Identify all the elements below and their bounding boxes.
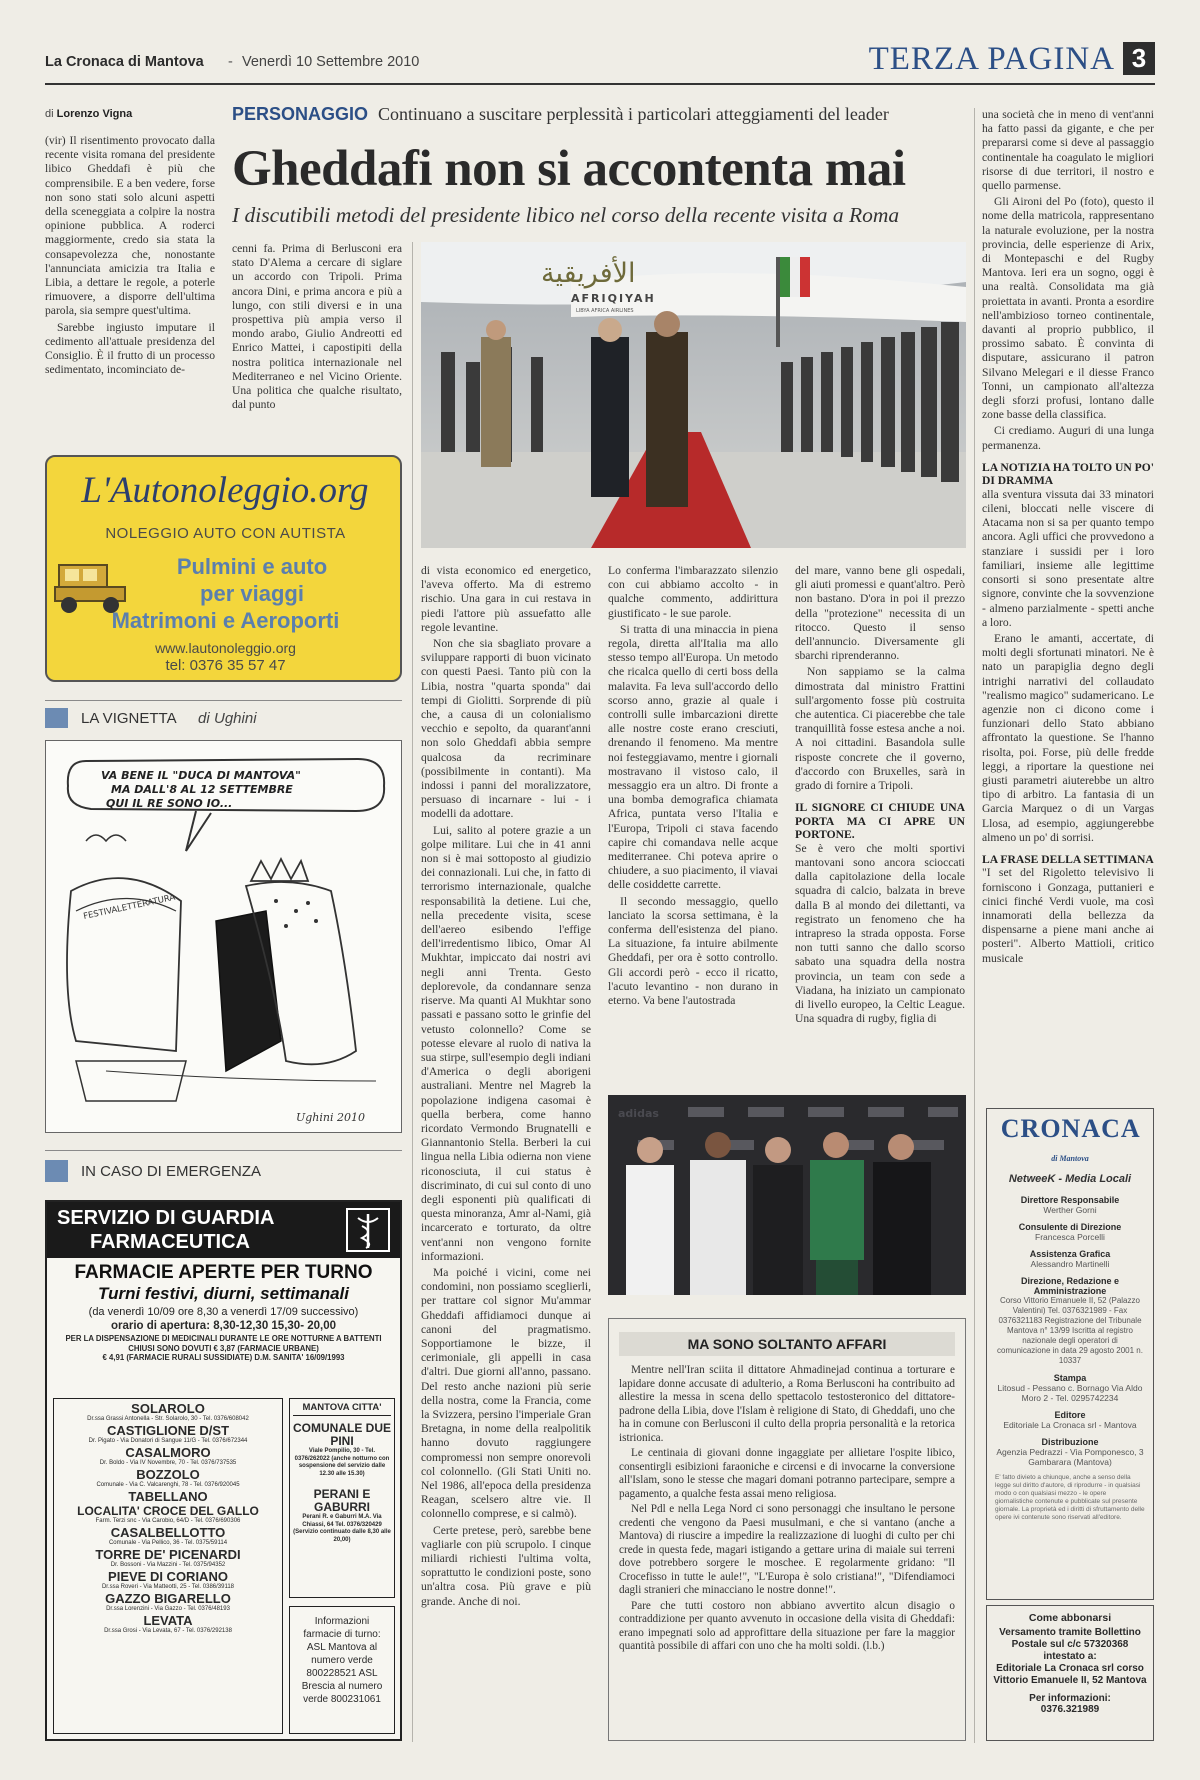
masthead-separator: -	[228, 54, 233, 70]
subscription-phone: 0376.321989	[1040, 1704, 1100, 1715]
article-col2	[232, 242, 402, 430]
colophon-name: Agenzia Pedrazzi - Via Pomponesco, 3 Gambarara (Mantova)	[996, 1447, 1144, 1467]
colophon-entry	[995, 1276, 1145, 1366]
pharmacy-note1: PER LA DISPENSAZIONE DI MEDICINALI DURANTE LE ORE NOTTURNE A BATTENTI CHIUSI SONO DOVUTI € 3,87 (FARMACIE URBANE)	[65, 1334, 382, 1353]
masthead-date: Venerdì 10 Settembre 2010	[242, 54, 420, 70]
town-name: LEVATA	[143, 1613, 193, 1628]
vignetta-author: Ughini	[214, 710, 257, 727]
city-title: MANTOVA CITTA'	[293, 1402, 391, 1416]
column-rule	[974, 108, 975, 1743]
ad-line2: per viaggi	[200, 581, 304, 606]
ad-line3: Matrimoni e Aeroporti	[111, 608, 340, 633]
town-item	[54, 1490, 282, 1504]
page-number: 3	[1123, 42, 1155, 75]
pharmacy-sub3: (da venerdì 10/09 ore 8,30 a venerdì 17/09 successivo)	[88, 1306, 359, 1318]
colophon-entry	[995, 1410, 1145, 1430]
colophon-name: Litosud - Pessano c. Bornago Via Aldo Moro 2 - Tel. 0295742234	[997, 1383, 1143, 1403]
town-name: LOCALITA' CROCE DEL GALLO	[77, 1504, 259, 1518]
article-col4-p1: Lo conferma l'imbarazzato silenzio con cui abbiamo accolto - in qualche commento, addirittura giustificato - le sue parole.	[608, 564, 778, 620]
photo-rugby	[608, 1095, 966, 1295]
article-col5-p2: Non sappiamo se la calma dimostrata dal ministro Frattini sull'argomento fosse più costruita che autentica. Ci piacerebbe che tale tranquillità fosse estesa anche a noi. A noi cittadini. Basandola sulle risposte concrete che il governo, d'accordo con Bruxelles, sarà in grado di fornire a Tripoli.	[795, 665, 965, 793]
sidebar-affari-title: MA SONO SOLTANTO AFFARI	[619, 1332, 955, 1356]
photo-arrival-image	[421, 242, 966, 548]
colophon-role: Assistenza Grafica	[1029, 1249, 1111, 1259]
town-detail: Dr. Pigato - Via Donatori di Sangue 11/G - Tel. 0376/672344	[88, 1438, 248, 1444]
vignetta-rule	[45, 700, 402, 701]
sidebar-affari-p4: Pare che tutti costoro non abbiano avvertito alcun disagio o contraddizione per quanto avvenuto in occasione della visita di Gheddafi: erano impegnati solo ad approfittare della situazione per fare la maggior quantità possibile di affari con uno che ha molti soldi. (l.b.)	[619, 1599, 955, 1652]
bubble-line1: VA BENE IL "DUCA DI MANTOVA"	[101, 769, 301, 782]
town-name: CASALMORO	[125, 1445, 211, 1460]
colophon-role: Direttore Responsabile	[1020, 1195, 1120, 1205]
colophon-brand-text: CRONACA	[1000, 1114, 1140, 1143]
town-item	[54, 1424, 282, 1445]
town-detail: Dr.ssa Lorenzini - Via Gazzo - Tel. 0376/48193	[106, 1606, 230, 1612]
town-name: CASALBELLOTTO	[110, 1525, 226, 1540]
right-column	[982, 108, 1154, 1083]
article-col3-p5: Certe pretese, però, sarebbe bene vagliarle con più scrupolo. I cinque miliardi richiesti l'ultima volta, soprattutto le condizioni poste, sono un'altra cosa. Più grave e più grande. Anche di noi.	[421, 1523, 591, 1608]
town-detail: Dr. Bossoni - Via Mazzini - Tel. 0375/94352	[110, 1562, 226, 1568]
right-col-p6: "I set del Rigoletto televisivo li forniscono i Gonzaga, puttanieri e cinici finché Verdi vuole, ma così innamorati della bellezza da dispensarne a piene mani anche ai posteri". Alberto Mattioli, critico musicale	[982, 866, 1154, 965]
town-name: TORRE DE' PICENARDI	[95, 1547, 241, 1562]
byline-prefix: di	[45, 108, 54, 120]
colophon-role: Direzione, Redazione e Amministrazione	[1020, 1276, 1120, 1296]
subscription-line3: Editoriale La Cronaca srl corso Vittorio Emanuele II, 52 Mantova	[993, 1663, 1147, 1686]
plane-arabic-text: الأفريقية	[541, 258, 636, 289]
article-col2-p1: cenni fa. Prima di Berlusconi era stato D'Alema a cercare di siglare un accordo con Tripoli. Prima ancora Dini, e prima ancora e più a lungo, con stili diversi e in una prospettiva più ampia verso il mondo arabo, Giulio Andreotti ed Enrico Mattei, i capostipiti della nostra politica internazionale nel Mediterraneo e nel Vicino Oriente. Una politica che qualche risultato, dal punto	[232, 242, 402, 412]
vignetta-label: LA VIGNETTA	[81, 710, 177, 727]
article-col3-p1: di vista economico ed energetico, l'aveva offerto. Ma di estremo rischio. Una gara in cui restava in piedi l'attore più assuefatto alle regole levantine.	[421, 564, 591, 634]
right-col-p5: Erano le amanti, accertate, di molti degli sfortunati minatori. Ne è nato un parapiglia degno degli intrighi narrativi del collaudato "realismo magico" sudamericano. Le agenzie non ci dicono come i funzionari dello Stato abbiano affrontato la questione. Se l'hanno risolta, poi. Forse, più delle fredde leggi, a riportare la questione nei giusti parametri aiuterebbe un altro tipo di arbitro. La fantasia di un Garcia Marquez o di un Vargas Llosa, ad esempio, aggiungerebbe almeno un po' di sorrisi.	[982, 631, 1154, 844]
right-col-p4: alla sventura vissuta dai 33 minatori cileni, bloccati nelle viscere di Atacama non si sa per quanto tempo ancora. Agli uffici che provvedono a stanziare i sussidi per i loro familiari, insieme alle legittime consorti si sono presentate altre signore, convinte che la sovvenzione - almeno parzialmente - spetti anche a loro.	[982, 487, 1154, 629]
sidebar-affari-body	[619, 1364, 955, 1654]
vignetta-cartoon	[45, 740, 402, 1133]
photo-rugby-image	[608, 1095, 966, 1295]
colophon-entry	[995, 1222, 1145, 1242]
pharmacy-title-band	[47, 1202, 400, 1258]
ad-autonoleggio[interactable]	[45, 455, 402, 682]
emergenza-rule	[45, 1150, 402, 1151]
article-subheadline: I discutibili metodi del presidente libico nel corso della recente visita a Roma	[232, 203, 900, 227]
article-col1-p1: (vir) Il risentimento provocato dalla recente visita romana del presidente libico Gheddafi è più che comprensibile. E a ben vedere, forse non sono stati solo alcuni aspetti della sceneggiata a colpire la nostra opinione pubblica. A roderci maggiormente, credo sia stata la consapevolezza che, nonostante l'annunciata amicizia tra Italia e Libia, a dettare le regole, a poterle rimuovere, a disporre dell'ultima parola, sia sempre quest'ultima.	[45, 134, 215, 318]
pharmacy-hours: orario di apertura: 8,30-12,30 15,30- 20,00	[110, 1320, 336, 1332]
town-item	[54, 1526, 282, 1547]
subscription-info: Per informazioni:	[1029, 1693, 1111, 1704]
subscription-line1: Versamento tramite Bollettino Postale sul c/c 57320368	[999, 1627, 1141, 1650]
town-detail: Dr. Boldo - Via IV Novembre, 70 - Tel. 0376/737535	[99, 1460, 237, 1466]
town-item	[54, 1614, 282, 1635]
sidebar-affari-p1: Mentre nell'Iran sciita il dittatore Ahmadinejad continua a torturare e lapidare donne accusate di adulterio, a Roma Berlusconi ha contribuito ad allestire la messa in scena dello spettacolo testosteronico del dittatore-padrone della Libia, dove l'Islam è religione di Stato, di Gheddafi, uno che ha in comune con Berlusconi il culto della propria personalità e la retorica istrionica.	[619, 1364, 955, 1444]
byline	[45, 108, 132, 120]
pharmacy-box	[45, 1200, 402, 1741]
town-detail: Comunale - Via C. Valcarenghi, 78 - Tel. 0376/920045	[96, 1482, 240, 1488]
city1-name: COMUNALE DUE PINI	[293, 1421, 391, 1448]
right-col-p3: Ci crediamo. Auguri di una lunga permanenza.	[982, 424, 1154, 452]
article-col4-p3: Il secondo messaggio, quello lanciato la scorsa settimana, è la conferma dell'esistenza del piano. La situazione, fa intuire abilmente Gheddafi, per ora è sotto controllo. Gli accordi però - ecco il ricatto, l'acuto levantino - non durano in eterno. Va bene l'autostrada	[608, 894, 778, 1008]
pharmacy-sub1: FARMACIE APERTE PER TURNO	[74, 1262, 373, 1283]
right-col-p2: Gli Aironi del Po (foto), questo il nome della matricola, rappresentano la naturale evoluzione, per la nostra provincia, delle esperienze di Arix, di Montepaschi e del Rugby Mantova. Ieri era un sogno, oggi è una realtà. Consolidata ma già proiettata in avanti. Pronta a esordire nell'ambizioso torneo continentale, davanti al proprio pubblico, il prossimo sabato. È convinta di disputare, assicurano il patron Silvano Melegari e il diesse Franco Tonni, un campionato all'altezza degli sforzi profusi, lontano dalle zone basse della classifica.	[982, 195, 1154, 422]
article-col5-heading: IL SIGNORE CI CHIUDE UNA PORTA MA CI APRE UN PORTONE.	[795, 801, 965, 842]
town-item	[54, 1548, 282, 1569]
right-col-heading-minatori: LA NOTIZIA HA TOLTO UN PO' DI DRAMMA	[982, 460, 1154, 488]
colophon-role: Consulente di Direzione	[1018, 1222, 1122, 1232]
pharmacy-info: Informazioni farmacie di turno: ASL Mantova al numero verde 800228521 ASL Brescia al numero verde 800231061	[289, 1606, 395, 1734]
right-col-p1: una società che in meno di vent'anni ha fatto passi da gigante, e che per prepararsi come si deve al passaggio continentale ha coagulato le migliori risorse di due territori, il nostro e quello parmense.	[982, 108, 1154, 193]
emergenza-header	[45, 1160, 402, 1182]
subscription-box	[986, 1605, 1154, 1741]
colophon-brand-sub: di Mantova	[1051, 1154, 1089, 1163]
town-name: PIEVE DI CORIANO	[108, 1569, 228, 1584]
cartoon-drawing	[46, 741, 400, 1131]
masthead-rule	[45, 83, 1155, 85]
pharmacy-title-line1: SERVIZIO DI GUARDIA	[57, 1207, 275, 1229]
colophon-role: Stampa	[1053, 1373, 1087, 1383]
vignetta-header	[45, 708, 402, 728]
city2-name: PERANI E GABURRI	[313, 1487, 371, 1514]
right-col-heading-frase: LA FRASE DELLA SETTIMANA	[982, 852, 1154, 866]
colophon-name: Werther Gorni	[1043, 1205, 1097, 1215]
bubble-line3: QUI IL RE SONO IO...	[106, 797, 233, 810]
colophon-role: Distribuzione	[1041, 1437, 1099, 1447]
article-col5-p1: del mare, vanno bene gli ospedali, gli aiuti promessi e quant'altro. Però non bastano. D'ora in poi il prezzo della "protezione" necessita di un ritocco. Questo il senso dell'annuncio. Diversamente gli sbarchi riprenderanno.	[795, 564, 965, 663]
ad-line1: Pulmini e auto	[176, 554, 328, 579]
town-name: TABELLANO	[128, 1489, 208, 1504]
colophon-entry	[995, 1249, 1145, 1269]
byline-author: Lorenzo Vigna	[56, 108, 133, 120]
colophon-entry	[995, 1195, 1145, 1215]
emergenza-marker	[45, 1160, 68, 1182]
town-detail: Comunale - Via Pellico, 36 - Tel. 0375/59114	[108, 1540, 228, 1546]
column-rule	[412, 242, 413, 1742]
colophon-name: Editoriale La Cronaca srl - Mantova	[1003, 1420, 1137, 1430]
town-item	[54, 1402, 282, 1423]
colophon-role: Editore	[1054, 1410, 1086, 1420]
photo-arrival	[421, 242, 966, 548]
ad-phone[interactable]: tel: 0376 35 57 47	[165, 657, 286, 674]
masthead	[45, 41, 1155, 78]
colophon-tagline: NetweeK - Media Locali	[1008, 1173, 1132, 1185]
article-col3-p3: Lui, salito al potere grazie a un golpe militare. Lui che in 41 anni non si è mai sottoposto al giudizio dei connazionali. Lui che, in fatto di terrorismo internazionale, qualche responsabilità la detiene. Lui che, nella precedente visita, scese dell'aereo esibendo l'effige dell'irredentismo libico, Omar Al Mukhtar, impiccato dai nostri avi negli anni Trenta. Gesto deplorevole, da condannare senza riserve. Ma quanti Al Mukhtar sono passati e passano sotto le grinfie del vetusto colonnello? Come se potesse elevare al ruolo di nativa la sua stirpe, sull'esempio degli indiani d'America o degli aborigeni australiani. Mentre nel Magreb la popolazione indigena casomai è quella berbera, come hanno ricordato Vermondo Brugnatelli e Giannantonio Stella. Berberi la cui lingua nella Libia odierna non viene riconosciuta, il cui status è discriminato, di cui sul conto di uno degli esponenti più qualificati di questa minoranza, Amr al-Nami, già incarcerato e torturato, da oltre vent'anni non vengono fornite informazioni.	[421, 823, 591, 1263]
town-detail: Dr.ssa Grassi Antonella - Str. Solarolo, 30 - Tel. 0376/608042	[87, 1416, 249, 1422]
emergenza-label: IN CASO DI EMERGENZA	[81, 1163, 262, 1180]
article-kicker: PERSONAGGIO	[232, 104, 369, 124]
pharmacy-title-line2: FARMACEUTICA	[90, 1231, 250, 1253]
article-col1	[45, 134, 215, 430]
article-col3-p2: Non che sia sbagliato provare a sviluppare rapporti di buon vicinato con questi Paesi. Tanto più con la Libia, nostra "quarta sponda" dai tempi di Giolitti. Sorprende di più che, a causa di un colonialismo vecchio e sepolto, da quarant'anni non solo Gheddafi abbia sempre qualcosa da recriminare (possibilmente in contanti). Ma indossi i panni del moralizzatore, persuaso di incarnare - lui - i modelli da adottare.	[421, 637, 591, 821]
city1-detail: Viale Pompilio, 30 - Tel. 0376/262022 (anche notturno con sospensione del servizio dalle 12.30 alle 15.30)	[294, 1448, 390, 1477]
sidebar-affari-p2: Le centinaia di giovani donne ingaggiate per allietare l'ospite libico, consentirgli esibizioni faraoniche e circensi e di invocarne la conversione all'Islam, sono le stesse che magari domani potranno partecipare, sempre a pagamento, a qualche festa assai meno religiosa.	[619, 1447, 955, 1500]
article-col5	[795, 564, 965, 1092]
pharmacy-towns	[53, 1398, 283, 1734]
article-col1-p2: Sarebbe ingiusto imputare il cedimento all'attuale presidenza del Consiglio. È il frutto di un processo sedimentato, incominciato de-	[45, 320, 215, 377]
town-item	[54, 1570, 282, 1591]
article-col3-p4: Ma poiché i vicini, come nei condomini, non possiamo sceglierli, per trattare col signor Mu'ammar Gheddafi affidiamoci dunque ai canoni del pragmatismo. Sopportiamone le bizze, il cerimoniale, gli appelli in casa d'altri. Due giorni all'anno, passano. Del resto anche nazioni più serie della nostra, come la Francia, come la Svizzera, persino l'imperiale Gran Bretagna, in nome della realpolitik hanno dovuto raggiungere compromessi non sempre onorevoli col colonnello. (Gli Stati Uniti no. Nel 1986, all'epoca della presidenza Reagan, scelsero altre vie. Il colonnello comprese, e si calmò).	[421, 1265, 591, 1521]
town-item	[54, 1468, 282, 1489]
ad-service: NOLEGGIO AUTO CON AUTISTA	[105, 525, 346, 542]
sidebar-affari	[608, 1318, 966, 1741]
town-item	[54, 1592, 282, 1613]
article-kicker-line	[232, 104, 972, 125]
article-col3	[421, 564, 591, 1742]
caduceus-icon	[346, 1208, 390, 1252]
pharmacy-city	[289, 1398, 395, 1598]
article-col4	[608, 564, 778, 1092]
cartoon-signature: Ughini 2010	[296, 1111, 366, 1124]
pharmacy-note2: € 4,91 (FARMACIE RURALI SUSSIDIATE) D.M. SANITA' 16/09/1993	[102, 1353, 345, 1362]
town-detail: Dr.ssa Roveri - Via Matteotti, 25 - Tel. 0386/39118	[101, 1584, 235, 1590]
ad-brand: L'Autonoleggio.org	[81, 470, 369, 511]
colophon-entry	[995, 1373, 1145, 1403]
colophon	[986, 1108, 1154, 1600]
town-item	[54, 1504, 282, 1525]
sponsor-text: adidas	[618, 1107, 659, 1120]
sidebar-affari-p3: Nel Pdl e nella Lega Nord ci sono personaggi che insultano le persone credenti che vengono da Paesi musulmani, e che si vantano (anche a Mantova) di riuscire a impedire la realizzazione di luoghi di culto per chi crede in questa fede, magari istigando a gettare urina di maiale sui terreni dove potrebbero sorgere le moschee. E regolarmente gridano: "Il Crocefisso in tutte le aule!", "L'Europa è solo cristiana!", "Difendiamoci dagli stranieri che minacciano le nostre donne!".	[619, 1503, 955, 1596]
town-detail: Farm. Terzi snc - Via Carobio, 64/D - Tel. 0376/690306	[95, 1518, 241, 1524]
colophon-name: Francesca Porcelli	[1035, 1232, 1105, 1242]
colophon-name: Corso Vittorio Emanuele II, 52 (Palazzo Valentini) Tel. 0376321989 - Fax 0376321183 Registrazione del Tribunale Mantova n° 13/99 Iscritta al registro nazionale degli operatori di comunicazione in data 29 agosto 2001 n. 10337	[997, 1296, 1143, 1365]
colophon-brand	[995, 1114, 1145, 1171]
article-col5-p3: Se è vero che molti sportivi mantovani sono ancora scioccati dalla capitolazione della locale squadra di calcio, balzata in breve dalla B al mondo dei dilettanti, va registrato un fenomeno che ha intrapreso la strada opposta. Forse non tutti sanno che dallo scorso sabato una squadra della nostra provincia, un team con sede a Viadana, ha iniziato un campionato di livello europeo, la Celtic League. Una squadra di rugby, figlia di	[795, 841, 965, 1026]
pharmacy-sub2: Turni festivi, diurni, settimanali	[98, 1284, 349, 1303]
town-name: SOLAROLO	[131, 1401, 205, 1416]
colophon-name: Alessandro Martinelli	[1030, 1259, 1110, 1269]
town-detail: Dr.ssa Grosi - Via Levata, 67 - Tel. 0376/292138	[104, 1628, 232, 1634]
town-item	[54, 1446, 282, 1467]
cartoon-banner: FESTIVALETTERATURA	[82, 892, 177, 922]
colophon-legal: E' fatto divieto a chiunque, anche a senso della legge sul diritto d'autore, di riprodurre - in qualsiasi modo o con qualsiasi mezzo - le opere giornalistiche contenute e pubblicate sul presente giornale. La proprietà ed i diritti di sfruttamento delle opere ivi contenute sono riservati all'editore.	[995, 1474, 1145, 1521]
town-name: GAZZO BIGARELLO	[105, 1591, 231, 1606]
colophon-entry	[995, 1437, 1145, 1467]
subscription-title: Come abbonarsi	[1028, 1612, 1112, 1624]
town-name: BOZZOLO	[136, 1467, 200, 1482]
section-title: TERZA PAGINA	[868, 41, 1115, 77]
town-name: CASTIGLIONE D/ST	[106, 1423, 230, 1438]
vignetta-author-prefix: di	[198, 710, 210, 727]
subscription-line2: intestato a:	[1043, 1651, 1097, 1662]
plane-small: LIBYA AFRICA AIRLINES	[576, 308, 634, 314]
plane-name: AFRIQIYAH	[571, 292, 656, 305]
ad-url[interactable]: www.lautonoleggio.org	[155, 640, 296, 656]
article-col4-p2: Si tratta di una minaccia in piena regola, diretta all'Italia ma allo stesso tempo all'Europa. Un metodo che ricalca quello di certi boss della malavita. Fa leva sull'accordo dello scorso anno, grazie al quale i controlli sulle imbarcazioni dirette alle nostre coste erano cresciuti, drenando il fenomeno. Ma mentre noi festeggiavamo, mentre i giornali mostravano il vistoso calo, il messaggio era un altro. Di fronte a una bomba demografica chiamata Africa, puntata verso l'Italia e l'Europa, Tripoli ci stava facendo capire chi comandava nelle acque mediterranee. Chi poteva aprire o chiudere, a suo piacimento, il viavai delle cosiddette carrette.	[608, 622, 778, 892]
bubble-line2: MA DALL'8 AL 12 SETTEMBRE	[111, 783, 293, 796]
article-overline: Continuano a suscitare perplessità i particolari atteggiamenti del leader	[378, 104, 889, 124]
article-headline: Gheddafi non si accontenta mai	[232, 141, 906, 197]
vignetta-marker	[45, 708, 68, 728]
masthead-paper: La Cronaca di Mantova	[45, 54, 204, 70]
city2-detail: Perani R. e Gaburri M.A. Via Chiassi, 64 Tel. 0376/320429 (Servizio continuato dalle 8,30 alle 20,00)	[293, 1514, 391, 1543]
